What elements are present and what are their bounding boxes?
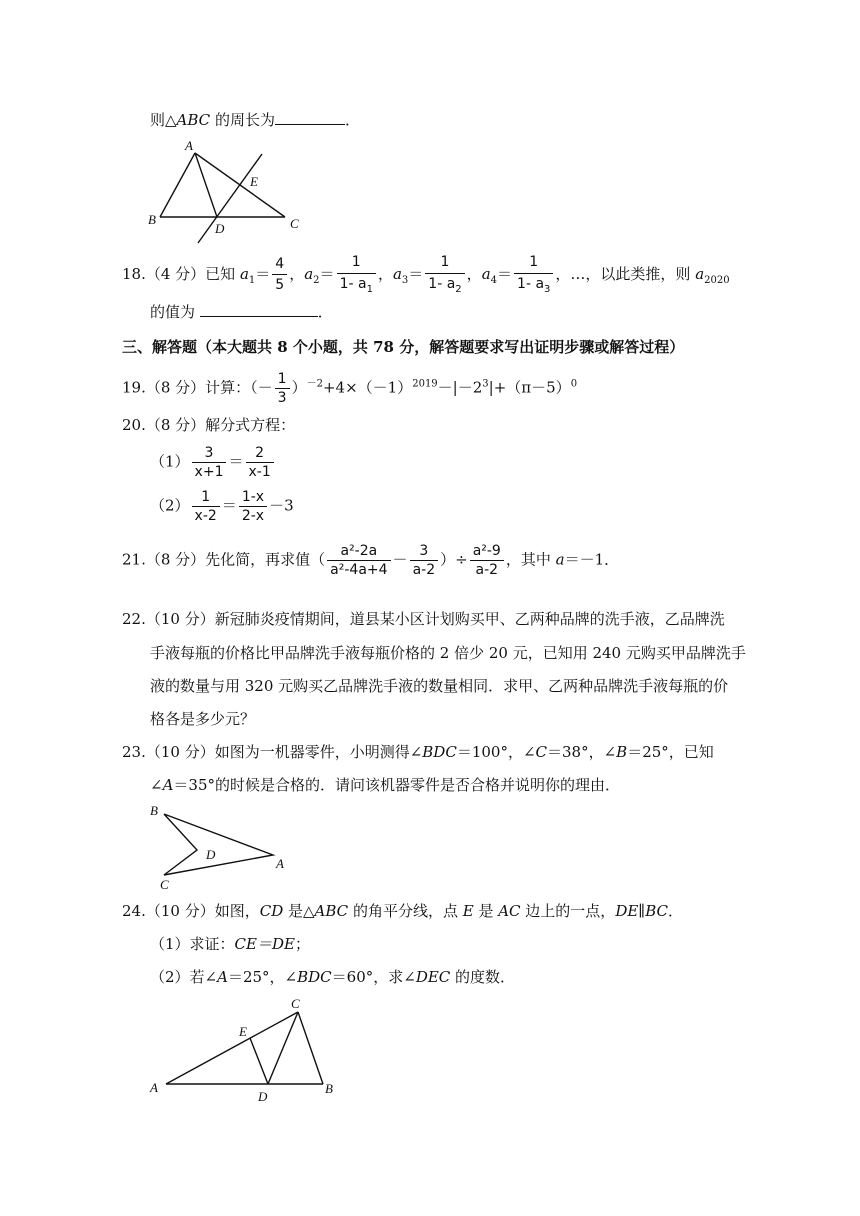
fig17-label-e: E (250, 174, 258, 189)
question-19: 19.（8 分）计算：（－ $\frac{1}{3}$ ）$^{-2}+4\times(-1)^{2019}-|-2^3|+(\pi-5)^0$ (122, 371, 578, 406)
answer-blank (275, 123, 345, 125)
question-24-part1: （1）求证：CE＝DE； (150, 935, 310, 953)
question-20-part2: （2） $\frac{1}{x-2}$ ＝ $\frac{1-x}{2-x}$ －3 (150, 489, 294, 524)
fig17-label-c: C (290, 216, 299, 231)
question-20-title: 20.（8 分）解分式方程： (122, 416, 296, 434)
question-22-line3: 液的数量与用 320 元购买乙品牌洗手液的数量相同．求甲、乙两种品牌洗手液每瓶的价 (150, 677, 729, 695)
fig24-label-d: D (258, 1089, 268, 1104)
q17-tail: 则△ABC 的周长为 ． (150, 111, 360, 129)
fig24-label-e: E (239, 1024, 247, 1039)
fig17-label-a: A (185, 138, 193, 153)
question-24-line1: 24.（10 分）如图，CD 是△ABC 的角平分线，点 E 是 AC 边上的一点，DE∥BC． (122, 902, 684, 920)
answer-blank (200, 315, 318, 317)
fig23-label-c: C (160, 877, 169, 892)
figure-q17 (140, 138, 310, 250)
question-22-line1: 22.（10 分）新冠肺炎疫情期间，道县某小区计划购买甲、乙两种品牌的洗手液，乙品牌洗 (122, 610, 725, 628)
question-22-line2: 手液每瓶的价格比甲品牌洗手液每瓶价格的 2 倍少 20 元，已知用 240 元购买甲品牌洗手 (150, 644, 746, 662)
question-20-part1: （1） $\frac{3}{x+1}$ ＝ $\frac{2}{x-1}$ (150, 446, 276, 479)
question-21: 21.（8 分）先化简，再求值（ $\frac{\text{a²-2a}}{\text{a²-4a+4}}$ － $\frac{3}{a-2}$ ）÷ $\frac{\text{a²-9}}{a-2}$ ，其中 a＝－1． (122, 543, 620, 578)
fig23-label-d: D (206, 847, 216, 862)
fig24-label-c: C (291, 996, 300, 1011)
fig23-label-a: A (276, 856, 284, 871)
figure-q24 (140, 992, 350, 1104)
question-18-line2: 的值为 ． (150, 303, 333, 321)
section-3-heading: 三、解答题（本大题共 8 个小题，共 78 分，解答题要求写出证明步骤或解答过程） (122, 338, 685, 356)
question-23-line1: 23.（10 分）如图为一机器零件，小明测得∠BDC＝100°，∠C＝38°，∠B＝25°，已知 (122, 743, 714, 761)
fig17-label-d: D (215, 221, 225, 236)
figure-q23 (140, 800, 300, 892)
fig17-label-b: B (148, 212, 156, 227)
question-18: 18.（4 分）已知 $a_1=$ $\frac{4}{5}$ ，$a_2=$ $\frac{1}{1- a_1}$ ，$a_3=$ $\frac{1}{1- a_2}$ ，$a_4=$ $\frac{1}{1- a_3}$ ，…，以此类推，则 $a_{2020}$ (122, 254, 730, 295)
fig24-label-a: A (150, 1080, 158, 1095)
question-24-part2: （2）若∠A＝25°，∠BDC＝60°，求∠DEC 的度数． (150, 968, 516, 986)
question-22-line4: 格各是多少元？ (150, 710, 256, 728)
question-23-line2: ∠A＝35°的时候是合格的．请问该机器零件是否合格并说明你的理由． (150, 776, 621, 794)
fig24-label-b: B (325, 1081, 333, 1096)
fig23-label-b: B (150, 803, 158, 818)
